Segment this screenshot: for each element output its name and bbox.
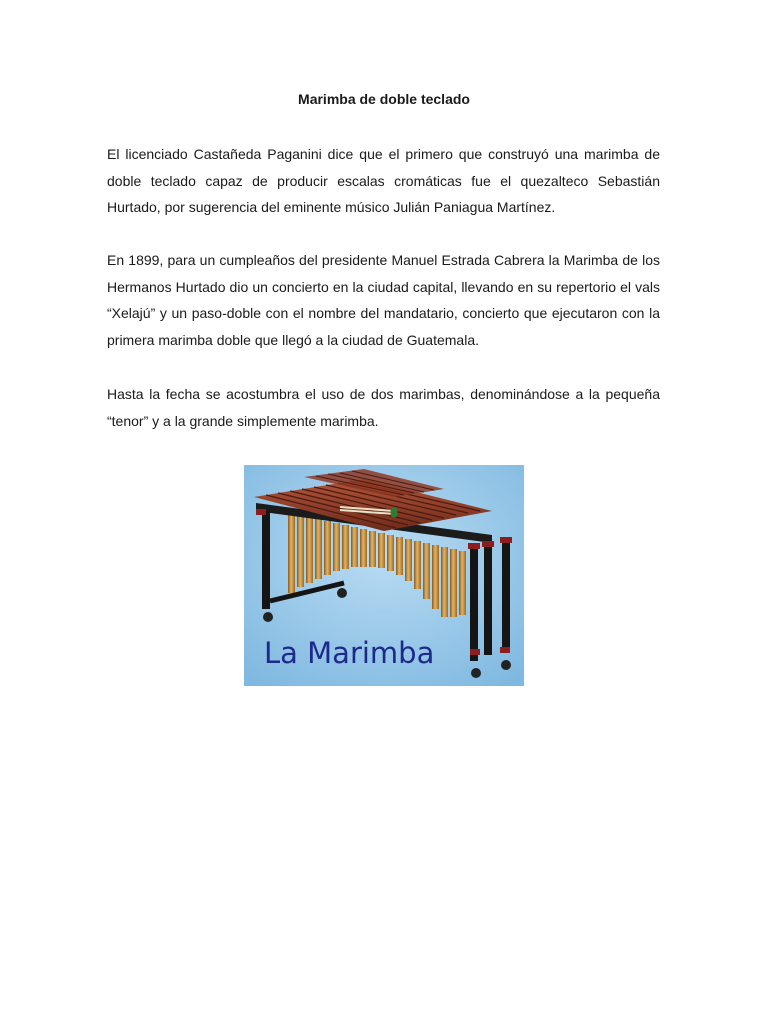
marimba-image: [244, 465, 524, 686]
paragraph-2: En 1899, para un cumpleaños del presidente Manuel Estrada Cabrera la Marimba de los Hermanos Hurtado dio un concierto en la ciudad capital, llevando en su repertorio el vals “Xelajú” y un paso-doble con el nombre del mandatario, concierto que ejecutaron con la primera marimba doble que llegó a la ciudad de Guatemala.: [107, 252, 660, 348]
document-title: Marimba de doble teclado: [298, 91, 470, 107]
marimba-illustration: [244, 465, 524, 686]
figure-caption: La Marimba: [264, 636, 435, 670]
paragraph-3: Hasta la fecha se acostumbra el uso de dos marimbas, denominándose a la pequeña “tenor” y a la grande simplemente marimba.: [107, 386, 660, 429]
paragraph-1: El licenciado Castañeda Paganini dice que el primero que construyó una marimba de doble teclado capaz de producir escalas cromáticas fue el quezalteco Sebastián Hurtado, por sugerencia del eminente músico Julián Paniagua Martínez.: [107, 146, 660, 216]
